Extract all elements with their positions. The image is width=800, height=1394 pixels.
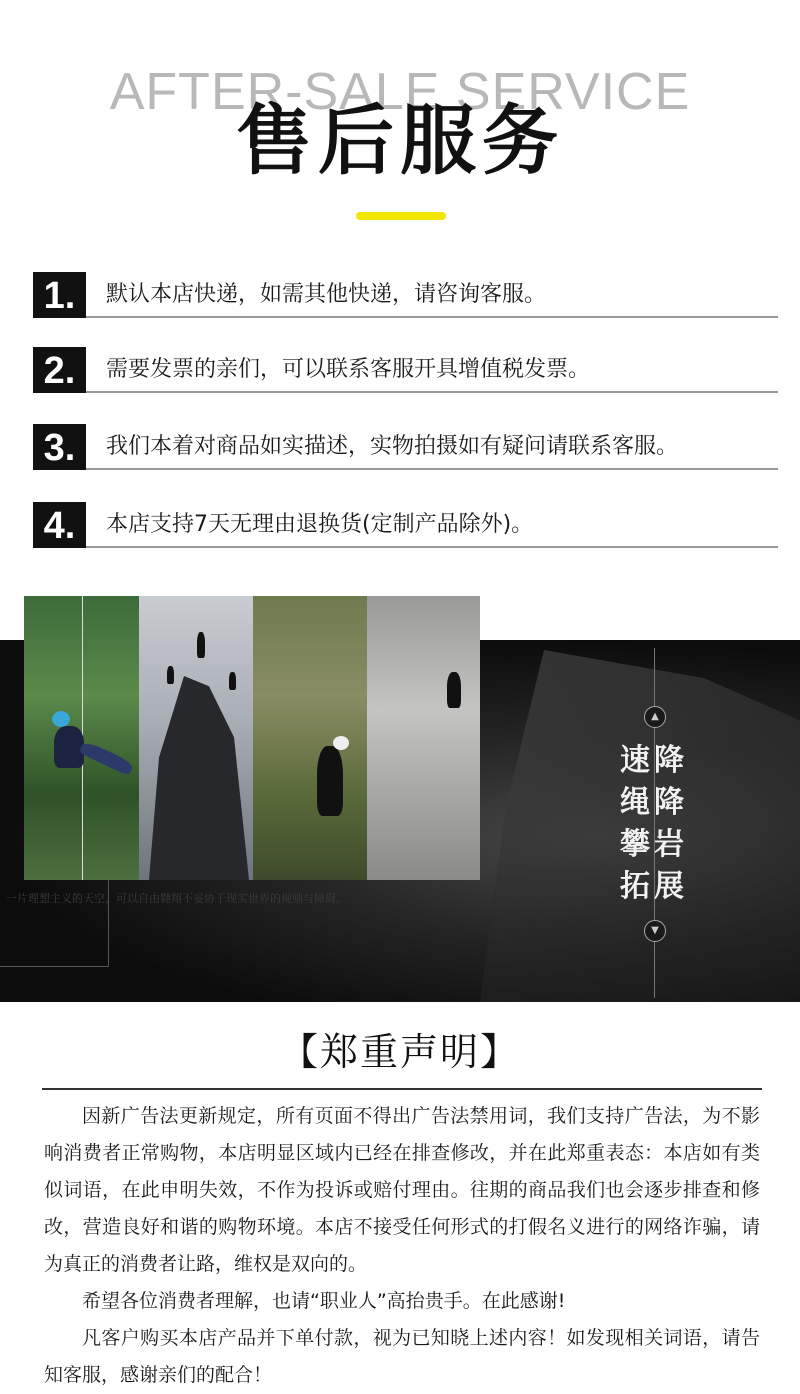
rappelling-photo xyxy=(24,596,139,880)
rule-item-4 xyxy=(33,502,778,548)
declaration-paragraph: 凡客户购买本店产品并下单付款，视为已知晓上述内容！如发现相关词语，请告知客服，感谢亲们的配合！ xyxy=(44,1327,760,1386)
rule-text: 我们本着对商品如实描述，实物拍摄如有疑问请联系客服。 xyxy=(106,434,679,459)
banner-caption: 一片理想主义的天空，可以自由翱翔不妥协于现实世界的规则与障碍。 xyxy=(6,892,347,905)
rock-peak xyxy=(149,676,249,880)
activity-words xyxy=(620,740,700,908)
climber-figure xyxy=(167,666,174,684)
rule-item-1 xyxy=(33,272,778,318)
climber-figure xyxy=(447,672,461,708)
chevron-up-icon: ▲ xyxy=(644,706,666,728)
rule-text: 需要发票的亲们，可以联系客服开具增值税发票。 xyxy=(106,357,591,382)
climber-figure xyxy=(197,632,205,658)
activity-word: 速降 xyxy=(620,743,688,778)
activity-banner xyxy=(0,590,800,1002)
rule-text: 本店支持7天无理由退换货(定制产品除外)。 xyxy=(106,512,534,537)
declaration-title: 【郑重声明】 xyxy=(279,1030,520,1074)
page-title: 售后服务 xyxy=(236,96,564,185)
activity-word: 绳降 xyxy=(620,785,688,820)
rule-item-3 xyxy=(33,424,778,470)
rule-number: 1. xyxy=(33,272,86,318)
rule-text: 默认本店快递，如需其他快递，请咨询客服。 xyxy=(106,282,547,307)
rule-item-2 xyxy=(33,347,778,393)
rule-divider xyxy=(86,468,778,470)
climber-figure xyxy=(54,726,84,768)
rock-climbing-photo xyxy=(253,596,367,880)
summit-photo xyxy=(139,596,253,880)
rule-number: 3. xyxy=(33,424,86,470)
activity-word: 拓展 xyxy=(620,869,688,904)
title-accent-bar xyxy=(356,212,446,220)
rule-divider xyxy=(86,391,778,393)
declaration-paragraph: 希望各位消费者理解，也请“职业人”高抬贵手。在此感谢! xyxy=(82,1290,566,1312)
chevron-down-icon: ▼ xyxy=(644,920,666,942)
declaration-divider xyxy=(42,1088,762,1090)
activity-word: 攀岩 xyxy=(620,827,688,862)
rule-divider xyxy=(86,546,778,548)
english-title: AFTER-SALE SERVICE xyxy=(109,63,691,121)
helmet xyxy=(52,711,70,727)
climber-figure xyxy=(229,672,236,690)
climber-legs xyxy=(79,740,135,776)
cliff-climbing-photo xyxy=(367,596,480,880)
climber-figure xyxy=(317,746,343,816)
declaration-paragraph: 因新广告法更新规定，所有页面不得出广告法禁用词，我们支持广告法，为不影响消费者正常购物，本店明显区域内已经在排查修改，并在此郑重表态：本店如有类似词语，在此申明失效，不作为投诉或赔付理由。往期的商品我们也会逐步排查和修改，营造良好和谐的购物环境。本店不接受任何形式的打假名义进行的网络诈骗，请为真正的消费者让路，维权是双向的。 xyxy=(44,1105,760,1275)
rule-divider xyxy=(86,316,778,318)
helmet xyxy=(333,736,349,750)
rule-number: 2. xyxy=(33,347,86,393)
rule-number: 4. xyxy=(33,502,86,548)
header-section xyxy=(0,0,800,240)
declaration-body xyxy=(44,1098,760,1394)
